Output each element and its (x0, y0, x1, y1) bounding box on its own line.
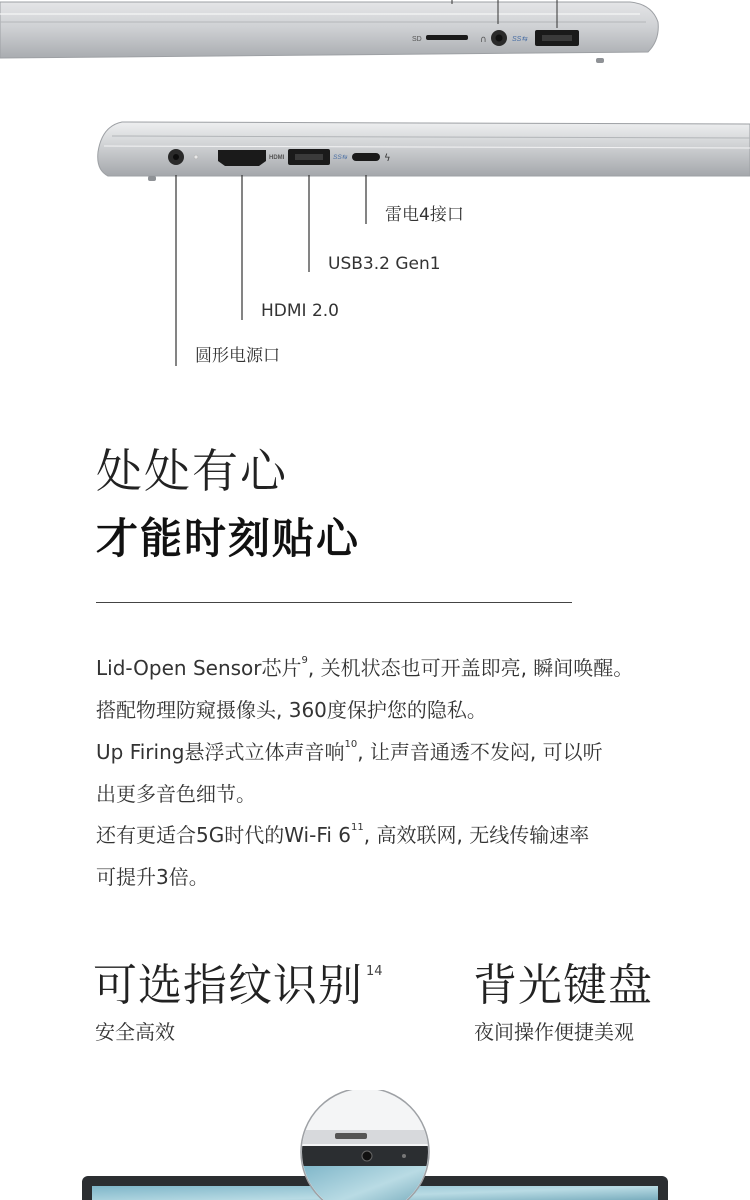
usb-label: USB3.2 Gen1 (328, 254, 441, 274)
laptop-left-side (98, 122, 750, 181)
body-line-4: 出更多音色细节。 (96, 782, 256, 806)
headline-line2: 才能时刻贴心 (96, 514, 361, 563)
body-line-3: Up Firing悬浮式立体声音响$^{10}$, 让声音通透不发闷, 可以听 (96, 739, 603, 764)
svg-text:HDMI: HDMI (269, 155, 285, 161)
divider (96, 602, 572, 603)
body-line-6: 可提升3倍。 (96, 865, 209, 889)
headline-line1: 处处有心 (96, 444, 288, 498)
sd-mark: SD (412, 36, 422, 43)
hdmi-port (218, 150, 266, 166)
laptop-side-views (0, 0, 750, 380)
fingerprint-title: 可选指纹识别 (93, 960, 363, 1011)
body-line-1: Lid-Open Sensor芯片$^9$, 关机状态也可开盖即亮, 瞬间唤醒。 (96, 655, 634, 680)
body-line-5: 还有更适合5G时代的Wi-Fi $6^{11}$, 高效联网, 无线传输速率 (96, 822, 590, 847)
laptop-right-side (0, 0, 658, 63)
power-label: 圆形电源口 (195, 346, 280, 366)
fingerprint-subtitle: 安全高效 (95, 1020, 175, 1044)
svg-text:SS⇆: SS⇆ (512, 36, 528, 43)
thunderbolt-label: 雷电4接口 (385, 205, 464, 225)
svg-text:SS⇆: SS⇆ (333, 154, 348, 161)
webcam-icon (362, 1151, 372, 1161)
hdmi-label: HDMI 2.0 (261, 301, 339, 321)
sd-slot (426, 35, 468, 40)
backlight-subtitle: 夜间操作便捷美观 (474, 1020, 634, 1044)
fingerprint-footnote: 14 (366, 964, 383, 979)
svg-text:∩: ∩ (480, 35, 487, 45)
backlight-title: 背光键盘 (473, 960, 653, 1011)
laptop-screen-preview (0, 1090, 750, 1200)
thunderbolt-port (352, 153, 380, 161)
thunderbolt-icon: ϟ (384, 153, 391, 164)
body-line-2: 搭配物理防窥摄像头, 360度保护您的隐私。 (96, 698, 487, 722)
